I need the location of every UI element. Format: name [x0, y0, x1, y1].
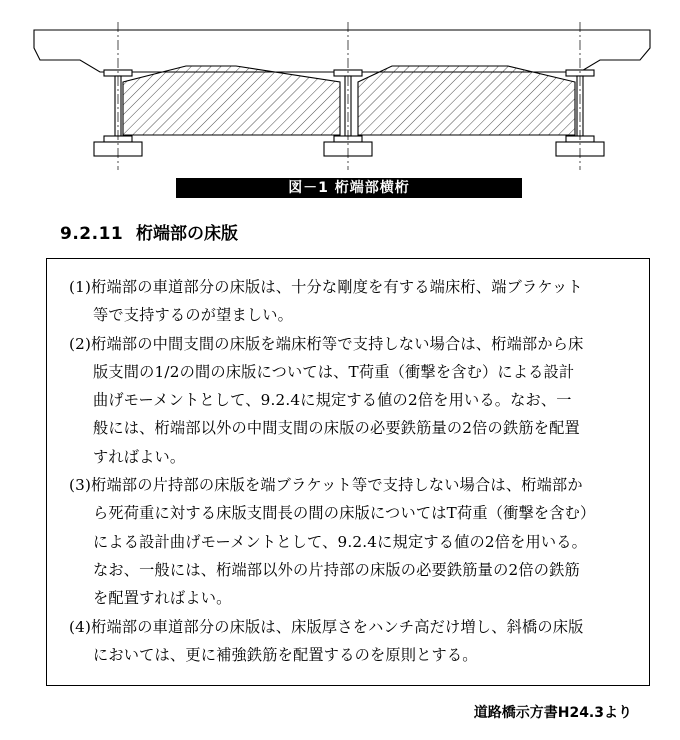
- source-note: 道路橋示方書H24.3より: [473, 705, 632, 721]
- figure-caption: 図－1 桁端部横桁: [176, 178, 522, 198]
- clause-line: (2)桁端部の中間支間の床版を端床桁等で支持しない場合は、桁端部から床: [69, 334, 584, 353]
- clause-line: による設計曲げモーメントとして、9.2.4に規定する値の2倍を用いる。: [93, 532, 588, 551]
- clause-line: 等で支持するのが望ましい。: [93, 306, 294, 325]
- clause-line: 般には、桁端部以外の中間支間の床版の必要鉄筋量の2倍の鉄筋を配置: [93, 419, 580, 438]
- clause-line: (4)桁端部の車道部分の床版は、床版厚さをハンチ高だけ増し、斜橋の床版: [69, 617, 584, 636]
- clause-line: ら死荷重に対する床版支間長の間の床版についてはT荷重（衝撃を含む）: [93, 504, 596, 523]
- clause-2: [69, 330, 635, 471]
- clause-line: においては、更に補強鉄筋を配置するのを原則とする。: [93, 645, 478, 664]
- cross-beam-left: [123, 66, 340, 135]
- clause-line: を配置すればよい。: [93, 589, 232, 608]
- clause-3: [69, 471, 635, 612]
- cross-beam-right: [358, 66, 575, 135]
- section-number: 9.2.11: [60, 224, 124, 244]
- cross-section-figure: [0, 0, 680, 180]
- clause-line: (1)桁端部の車道部分の床版は、十分な剛度を有する端床桁、端ブラケット: [69, 278, 583, 296]
- section-title: 桁端部の床版: [136, 224, 238, 244]
- clause-line: すればよい。: [93, 447, 186, 466]
- clause-4: [69, 613, 635, 670]
- clause-line: なお、一般には、桁端部以外の片持部の床版の必要鉄筋量の2倍の鉄筋: [93, 560, 580, 579]
- clause-box: [46, 258, 650, 686]
- section-heading: [60, 220, 238, 248]
- clause-1: [69, 273, 635, 330]
- deck-slab-outline: [34, 30, 650, 72]
- clause-line: 版支間の1/2の間の床版については、T荷重（衝撃を含む）による設計: [93, 362, 575, 381]
- clause-line: 曲げモーメントとして、9.2.4に規定する値の2倍を用いる。なお、一: [93, 391, 572, 410]
- clause-line: (3)桁端部の片持部の床版を端ブラケット等で支持しない場合は、桁端部か: [69, 476, 583, 495]
